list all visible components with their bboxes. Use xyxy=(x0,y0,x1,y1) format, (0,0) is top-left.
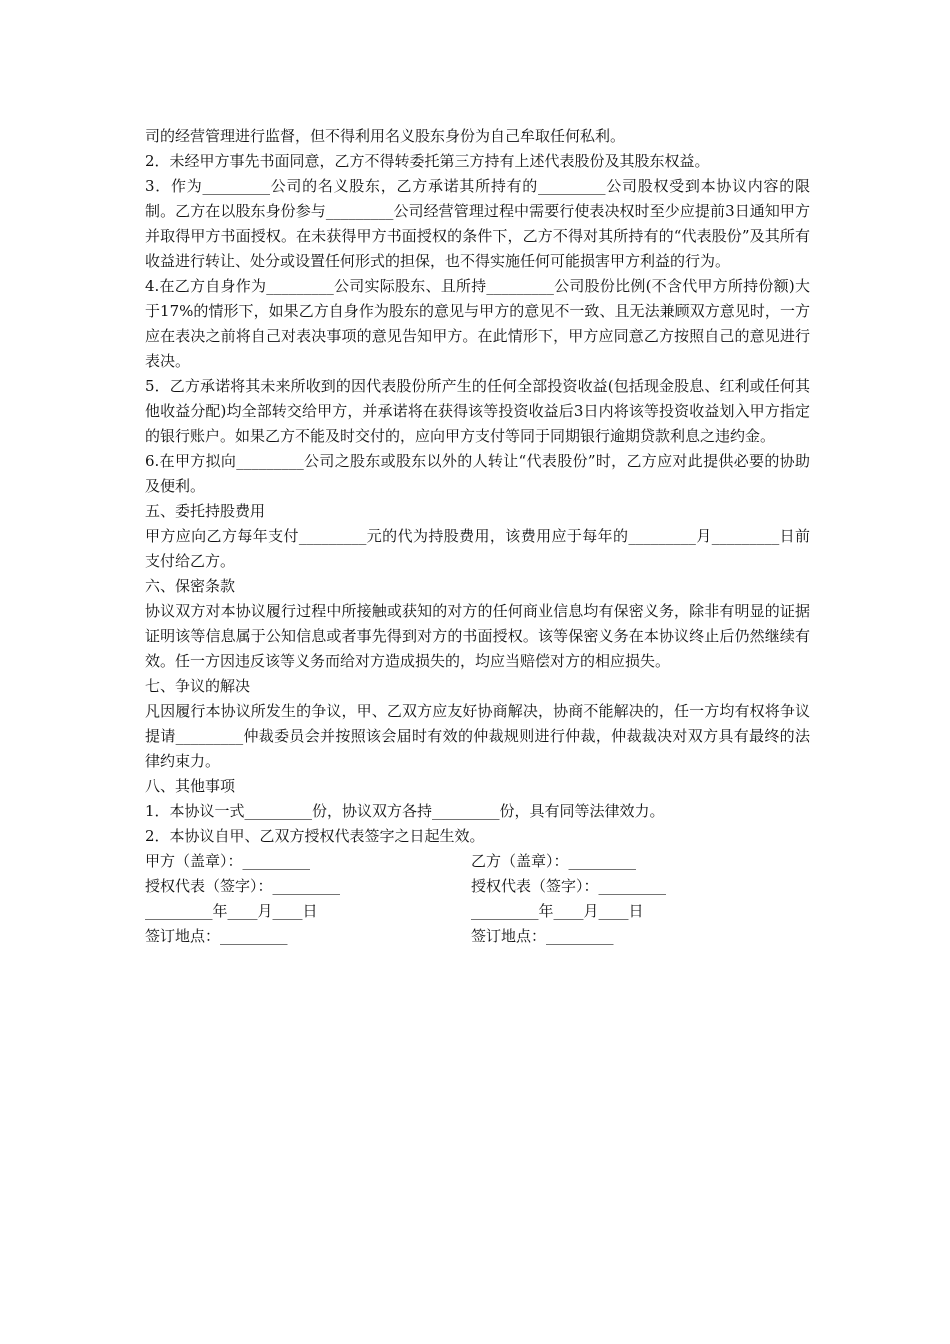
section-heading-other: 八、其他事项 xyxy=(145,777,236,795)
party-a-seal: 甲方（盖章）：_________ xyxy=(145,852,311,870)
party-a-signing-place: 签订地点：_________ xyxy=(145,927,288,945)
clause-4: 4.在乙方自身作为_________公司实际股东、且所持_________公司股份比例(不含代甲方所持份额)大于17%的情形下，如果乙方自身作为股东的意见与甲方的意见不一致、且无法兼顾双方意见时，一方应在表决之前将自己对表决事项的意见告知甲方。在此情形下，甲方应同意乙方按照自己的意见进行表决。 xyxy=(145,277,810,370)
section-heading-fee: 五、委托持股费用 xyxy=(145,502,266,520)
party-a-date: _________年____月____日 xyxy=(145,902,318,920)
dispute-paragraph: 凡因履行本协议所发生的争议，甲、乙双方应友好协商解决，协商不能解决的，任一方均有权将争议提请_________仲裁委员会并按照该会届时有效的仲裁规则进行仲裁，仲裁裁决对双方具有最终的法律约束力。 xyxy=(145,702,810,770)
clause-5: 5．乙方承诺将其未来所收到的因代表股份所产生的任何全部投资收益(包括现金股息、红利或任何其他收益分配)均全部转交给甲方，并承诺将在获得该等投资收益后3日内将该等投资收益划入甲方指定的银行账户。如果乙方不能及时交付的，应向甲方支付等同于同期银行逾期贷款利息之违约金。 xyxy=(145,377,810,445)
signature-block xyxy=(145,849,810,949)
confidentiality-paragraph: 协议双方对本协议履行过程中所接触或获知的对方的任何商业信息均有保密义务，除非有明显的证据证明该等信息属于公知信息或者事先得到对方的书面授权。该等保密义务在本协议终止后仍然继续有效。任一方因违反该等义务而给对方造成损失的，均应当赔偿对方的相应损失。 xyxy=(145,602,810,670)
party-b-date: _________年____月____日 xyxy=(471,902,644,920)
clause-3: 3．作为_________公司的名义股东，乙方承诺其所持有的_________公司股权受到本协议内容的限制。乙方在以股东身份参与_________公司经营管理过程中需要行使表决权时至少应提前3日通知甲方并取得甲方书面授权。在未获得甲方书面授权的条件下，乙方不得对其所持有的“代表股份”及其所有收益进行转让、处分或设置任何形式的担保，也不得实施任何可能损害甲方利益的行为。 xyxy=(145,177,810,270)
section-heading-confidentiality: 六、保密条款 xyxy=(145,577,236,595)
party-a-representative: 授权代表（签字）：_________ xyxy=(145,877,341,895)
fee-paragraph: 甲方应向乙方每年支付_________元的代为持股费用，该费用应于每年的_________月_________日前支付给乙方。 xyxy=(145,527,810,570)
other-clause-2: 2．本协议自甲、乙双方授权代表签字之日起生效。 xyxy=(145,827,485,845)
paragraph-continued: 司的经营管理进行监督，但不得利用名义股东身份为自己牟取任何私利。 xyxy=(145,127,626,145)
party-b-seal: 乙方（盖章）：_________ xyxy=(471,852,637,870)
document-page xyxy=(145,124,810,949)
section-heading-dispute: 七、争议的解决 xyxy=(145,677,251,695)
clause-2: 2．未经甲方事先书面同意，乙方不得转委托第三方持有上述代表股份及其股东权益。 xyxy=(145,152,710,170)
party-b-signing-place: 签订地点：_________ xyxy=(471,927,614,945)
clause-6: 6.在甲方拟向_________公司之股东或股东以外的人转让“代表股份”时，乙方应对此提供必要的协助及便利。 xyxy=(145,452,810,495)
party-b-representative: 授权代表（签字）：_________ xyxy=(471,877,667,895)
other-clause-1: 1．本协议一式_________份，协议双方各持_________份，具有同等法律效力。 xyxy=(145,802,665,820)
